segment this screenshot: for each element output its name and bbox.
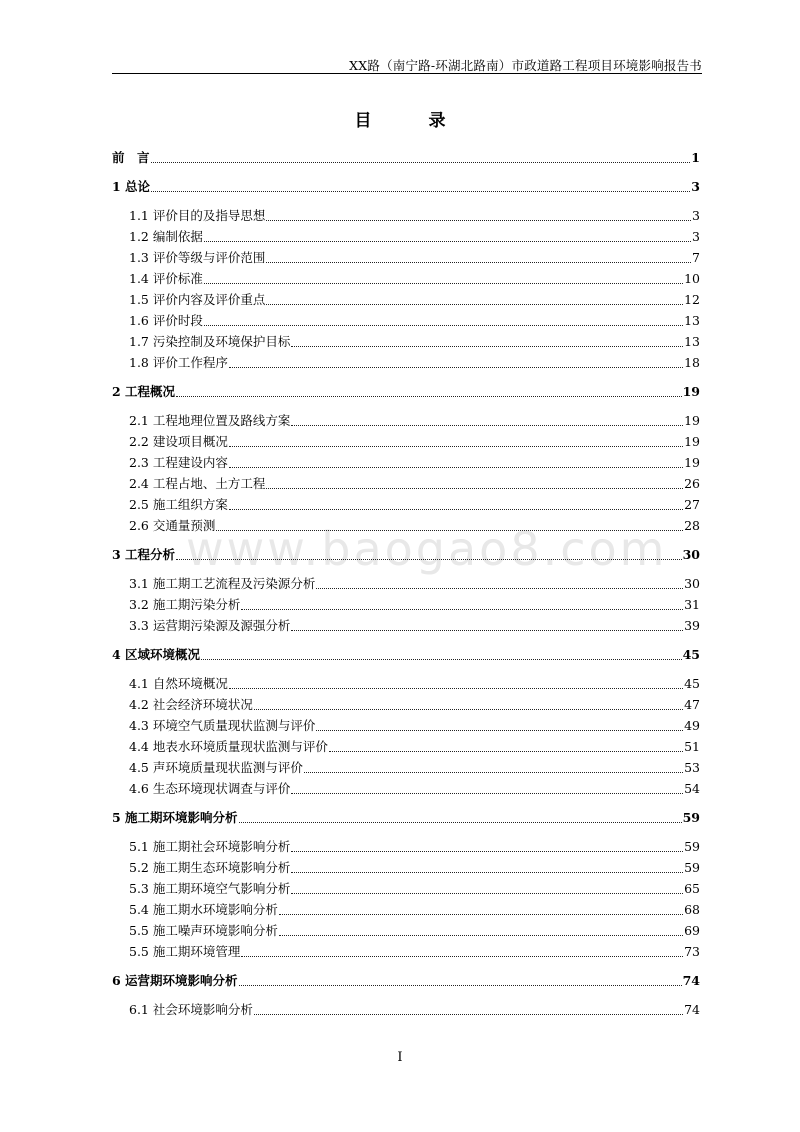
toc-entry-page-number: 59 [682,810,700,825]
toc-entry-label: 4.6 生态环境现状调查与评价 [129,781,291,796]
toc-section-entry[interactable] [129,696,700,714]
toc-section-entry[interactable] [129,517,700,535]
toc-entry-page-number: 73 [684,944,700,959]
toc-entry-label: 5.3 施工期环境空气影响分析 [129,881,291,896]
dot-leader [229,367,683,368]
toc-section-entry[interactable] [129,454,700,472]
toc-entry-label: 2 工程概况 [112,384,176,399]
toc-entry-page-number: 30 [682,547,700,562]
toc-entry-label: 1.7 污染控制及环境保护目标 [129,334,291,349]
dot-leader [229,688,683,689]
toc-entry-page-number: 54 [684,781,700,796]
toc-title: 目 录 [354,111,466,131]
dot-leader [304,772,683,773]
dot-leader [266,488,683,489]
toc-entry-label: 1.4 评价标准 [129,271,203,286]
toc-entry-label: 4.3 环境空气质量现状监测与评价 [129,718,316,733]
toc-section-entry[interactable] [129,675,700,693]
toc-chapter-entry[interactable] [112,546,700,564]
toc-entry-label: 1.8 评价工作程序 [129,355,228,370]
toc-section-entry[interactable] [129,838,700,856]
toc-entry-label: 2.6 交通量预测 [129,518,216,533]
dot-leader [291,793,683,794]
toc-entry-label: 2.5 施工组织方案 [129,497,228,512]
toc-entry-label: 1.1 评价目的及指导思想 [129,208,266,223]
toc-section-entry[interactable] [129,596,700,614]
toc-entry-page-number: 47 [684,697,700,712]
toc-entry-page-number: 53 [684,760,700,775]
toc-entry-label: 4.2 社会经济环境状况 [129,697,253,712]
toc-section-entry[interactable] [129,228,700,246]
toc-entry-label: 3 工程分析 [112,547,176,562]
dot-leader [204,283,683,284]
dot-leader [316,588,683,589]
toc-section-entry[interactable] [129,475,700,493]
toc-entry-page-number: 59 [684,839,700,854]
toc-entry-page-number: 30 [684,576,700,591]
toc-section-entry[interactable] [129,333,700,351]
dot-leader [204,241,691,242]
toc-chapter-entry[interactable] [112,149,700,167]
toc-entry-label: 1.6 评价时段 [129,313,203,328]
toc-entry-page-number: 74 [682,973,700,988]
dot-leader [291,851,683,852]
toc-entry-page-number: 49 [684,718,700,733]
watermark: www.baogao8.com [186,522,668,576]
toc-entry-page-number: 39 [684,618,700,633]
toc-section-entry[interactable] [129,312,700,330]
dot-leader [291,630,683,631]
toc-section-entry[interactable] [129,575,700,593]
toc-entry-page-number: 59 [684,860,700,875]
toc-entry-page-number: 74 [684,1002,700,1017]
toc-entry-label: 5.2 施工期生态环境影响分析 [129,860,291,875]
toc-section-entry[interactable] [129,207,700,225]
toc-entry-label: 2.3 工程建设内容 [129,455,228,470]
toc-entry-page-number: 45 [684,676,700,691]
toc-section-entry[interactable] [129,617,700,635]
dot-leader [151,162,691,163]
toc-entry-page-number: 68 [684,902,700,917]
dot-leader [201,659,682,660]
toc-entry-label: 2.2 建设项目概况 [129,434,228,449]
dot-leader [176,396,682,397]
toc-section-entry[interactable] [129,880,700,898]
dot-leader [266,262,691,263]
toc-entry-label: 2.1 工程地理位置及路线方案 [129,413,291,428]
dot-leader [266,220,691,221]
dot-leader [254,709,683,710]
toc-entry-label: 1 总论 [112,179,151,194]
toc-entry-label: 5.5 施工期环境管理 [129,944,241,959]
toc-entry-page-number: 3 [691,179,700,194]
toc-entry-page-number: 26 [684,476,700,491]
toc-section-entry[interactable] [129,901,700,919]
toc-entry-page-number: 45 [682,647,700,662]
dot-leader [254,1014,683,1015]
toc-entry-page-number: 18 [684,355,700,370]
toc-entry-page-number: 19 [684,413,700,428]
toc-entry-label: 1.5 评价内容及评价重点 [129,292,266,307]
toc-section-entry[interactable] [129,859,700,877]
toc-section-entry[interactable] [129,291,700,309]
toc-section-entry[interactable] [129,496,700,514]
dot-leader [291,425,683,426]
toc-section-entry[interactable] [129,738,700,756]
toc-section-entry[interactable] [129,943,700,961]
toc-entry-label: 4.4 地表水环境质量现状监测与评价 [129,739,328,754]
toc-entry-label: 5.4 施工期水环境影响分析 [129,902,278,917]
toc-entry-label: 1.2 编制依据 [129,229,203,244]
toc-entry-page-number: 12 [684,292,700,307]
toc-chapter-entry[interactable] [112,646,700,664]
dot-leader [316,730,683,731]
toc-entry-label: 4.5 声环境质量现状监测与评价 [129,760,303,775]
toc-entry-page-number: 13 [684,313,700,328]
toc-entry-label: 3.3 运营期污染源及源强分析 [129,618,291,633]
toc-entry-page-number: 65 [684,881,700,896]
dot-leader [176,559,682,560]
toc-section-entry[interactable] [129,354,700,372]
toc-entry-label: 5.5 施工噪声环境影响分析 [129,923,278,938]
toc-chapter-entry[interactable] [112,178,700,196]
toc-entry-page-number: 10 [684,271,700,286]
toc-section-entry[interactable] [129,433,700,451]
toc-entry-label: 3.2 施工期污染分析 [129,597,241,612]
dot-leader [229,509,683,510]
toc-entry-label: 1.3 评价等级与评价范围 [129,250,266,265]
dot-leader [229,467,683,468]
dot-leader [239,822,682,823]
dot-leader [216,530,683,531]
dot-leader [266,304,683,305]
dot-leader [291,872,683,873]
toc-entry-page-number: 7 [692,250,700,265]
toc-entry-page-number: 28 [684,518,700,533]
toc-entry-page-number: 19 [684,434,700,449]
toc-entry-page-number: 69 [684,923,700,938]
dot-leader [229,446,683,447]
toc-entry-label: 4.1 自然环境概况 [129,676,228,691]
toc-section-entry[interactable] [129,759,700,777]
toc-section-entry[interactable] [129,717,700,735]
toc-entry-page-number: 3 [692,208,700,223]
dot-leader [291,346,683,347]
dot-leader [291,893,683,894]
toc-section-entry[interactable] [129,249,700,267]
toc-entry-page-number: 27 [684,497,700,512]
toc-entry-page-number: 3 [692,229,700,244]
toc-section-entry[interactable] [129,412,700,430]
toc-chapter-entry[interactable] [112,809,700,827]
toc-chapter-entry[interactable] [112,972,700,990]
dot-leader [241,956,683,957]
toc-chapter-entry[interactable] [112,383,700,401]
toc-entry-page-number: 51 [684,739,700,754]
page-number: I [397,1050,403,1065]
toc-section-entry[interactable] [129,1001,700,1019]
running-header: XX路（南宁路-环湖北路南）市政道路工程项目环境影响报告书 [349,58,702,73]
dot-leader [279,914,683,915]
toc-section-entry[interactable] [129,270,700,288]
toc-entry-label: 3.1 施工期工艺流程及污染源分析 [129,576,316,591]
toc-entry-label: 2.4 工程占地、土方工程 [129,476,266,491]
toc-section-entry[interactable] [129,922,700,940]
toc-section-entry[interactable] [129,780,700,798]
dot-leader [279,935,683,936]
dot-leader [239,985,682,986]
dot-leader [204,325,683,326]
toc-entry-label: 前 言 [112,150,150,165]
dot-leader [329,751,683,752]
toc-entry-label: 4 区域环境概况 [112,647,201,662]
toc-entry-label: 6 运营期环境影响分析 [112,973,238,988]
toc-entry-page-number: 1 [691,150,700,165]
dot-leader [241,609,683,610]
toc-entry-label: 6.1 社会环境影响分析 [129,1002,253,1017]
toc-entry-page-number: 31 [684,597,700,612]
toc-entry-page-number: 13 [684,334,700,349]
toc-entry-page-number: 19 [684,455,700,470]
dot-leader [151,191,690,192]
toc-entry-page-number: 19 [682,384,700,399]
toc-entry-label: 5 施工期环境影响分析 [112,810,238,825]
toc-entry-label: 5.1 施工期社会环境影响分析 [129,839,291,854]
